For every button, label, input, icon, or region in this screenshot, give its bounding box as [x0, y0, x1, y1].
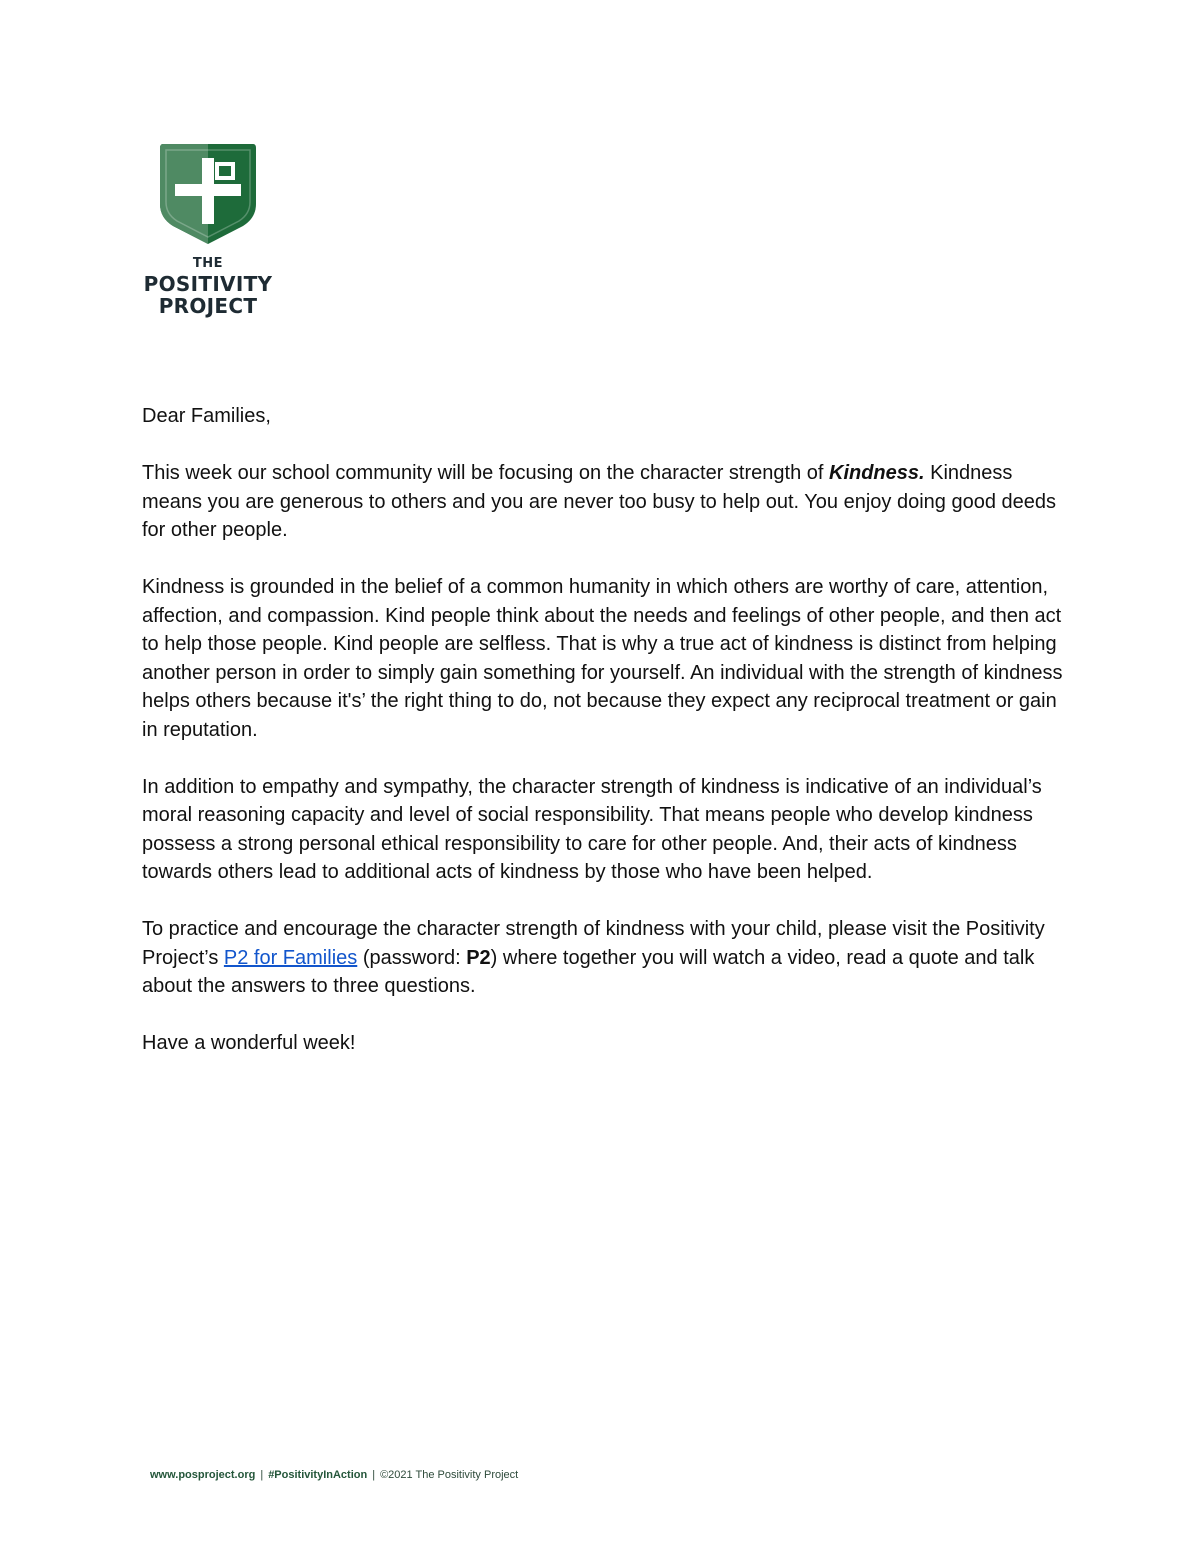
practice-lead: To practice and encourage the character strength of kindness with your child, please visit the Positivity Project’s	[142, 918, 1045, 969]
kindness-keyword: Kindness.	[829, 462, 925, 484]
paragraph-empathy: In addition to empathy and sympathy, the character strength of kindness is indicative of an individual’s moral reasoning capacity and level of social responsibility. That means people who develop kindness possess a strong personal ethical responsibility to care for other people. And, their acts of kindness towards others lead to additional acts of kindness by those who have been helped.	[142, 775, 1042, 883]
paragraph-humanity: Kindness is grounded in the belief of a common humanity in which others are worthy of care, attention, affection, and compassion. Kind people think about the needs and feelings of other people, and then act to help those people. Kind people are selfless. That is why a true act of kindness is distinct from helping another person in order to simply gain something for yourself. An individual with the strength of kindness helps others because it's’ the right thing to do, not because they expect any reciprocal treatment or gain in reputation.	[142, 576, 1063, 741]
intro-rest: Kindness means you are generous to others and you are never too busy to help out. You enjoy doing good deeds for other people.	[142, 462, 1056, 541]
logo-wordmark-line2: PROJECT	[158, 294, 258, 318]
logo-wordmark-line1: POSITIVITY	[143, 272, 273, 296]
footer-separator: |	[372, 1469, 376, 1481]
footer-separator: |	[260, 1469, 264, 1481]
password-value: P2	[466, 946, 491, 969]
paragraph-intro	[142, 459, 1072, 545]
logo-the-text: THE	[192, 256, 224, 271]
p2-for-families-link[interactable]: P2 for Families	[223, 946, 358, 969]
closing: Have a wonderful week!	[142, 1032, 356, 1054]
intro-lead: This week our school community will be focusing on the character strength of	[142, 462, 829, 484]
practice-rest: ) where together you will watch a video, read a quote and talk about the answers to three questions.	[142, 946, 1035, 997]
logo-wordmark	[140, 273, 276, 317]
footer-website-link[interactable]: www.posproject.org	[150, 1469, 256, 1481]
footer-hashtag: #PositivityInAction	[268, 1469, 368, 1481]
letter-body	[142, 402, 1072, 1086]
practice-mid: (password:	[357, 946, 467, 969]
plus-shield-icon	[157, 140, 259, 246]
paragraph-practice	[142, 915, 1072, 1001]
greeting: Dear Families,	[142, 405, 271, 427]
page-footer	[150, 1469, 518, 1481]
footer-copyright: ©2021 The Positivity Project	[380, 1469, 519, 1481]
